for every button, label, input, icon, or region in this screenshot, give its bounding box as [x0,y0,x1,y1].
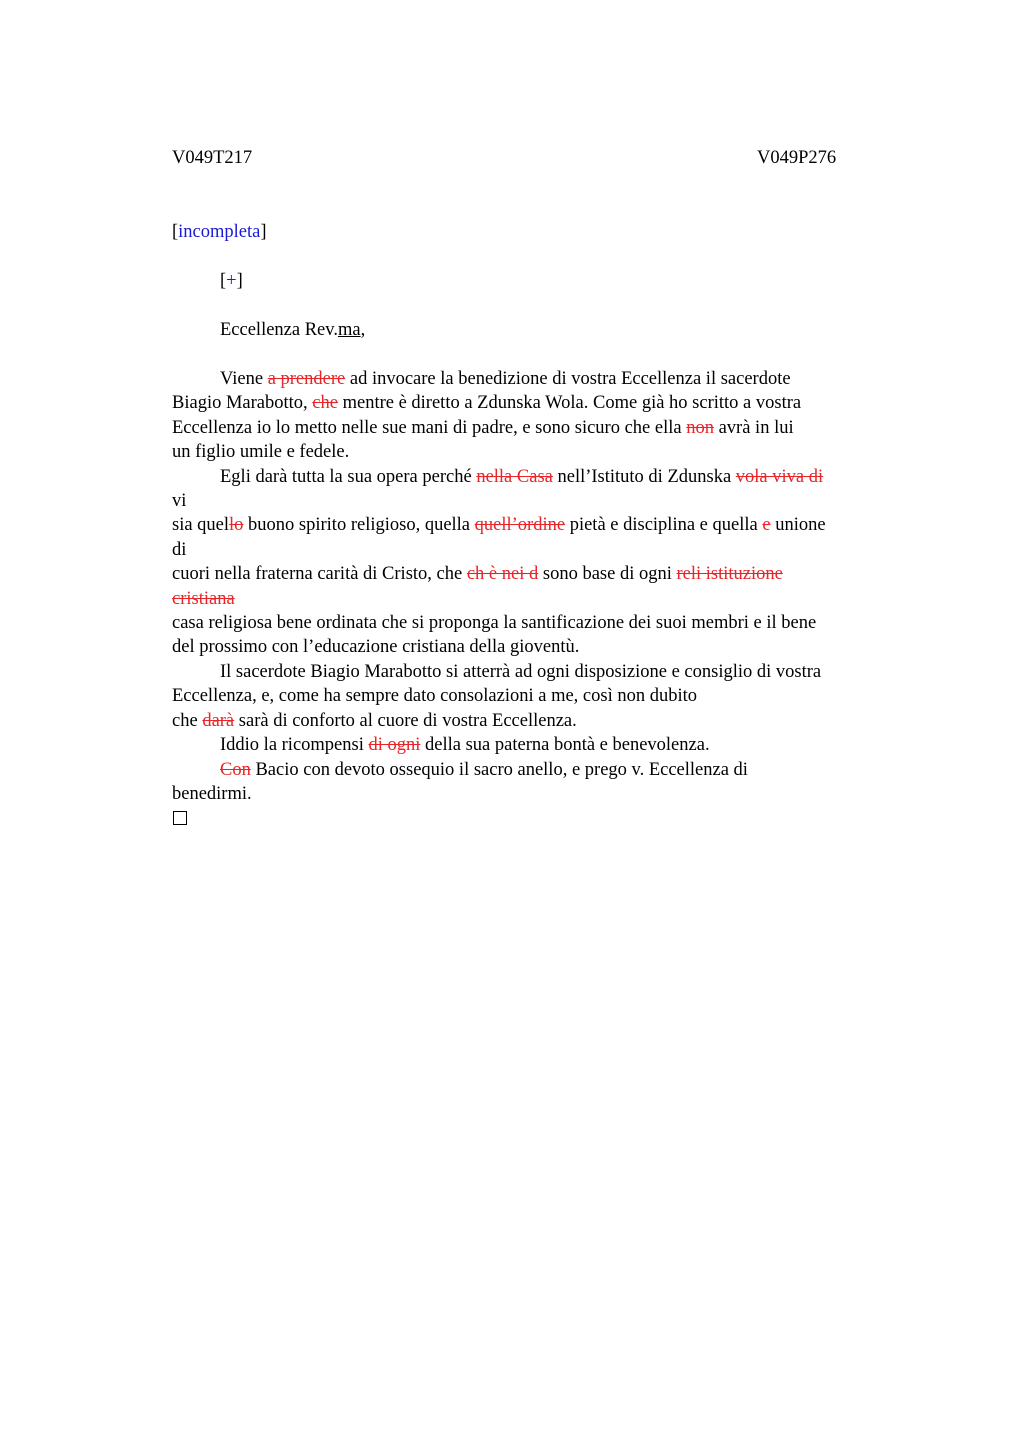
deleted-text: che [312,393,338,414]
text: Biagio Marabotto, [172,393,313,414]
text: unione [770,515,826,536]
text: cuori nella fraterna carità di Cristo, che [172,564,467,585]
text: che [172,710,203,731]
text-line: Il sacerdote Biagio Marabotto si atterrà ad ogni disposizione e consiglio di vostra [220,661,822,682]
deleted-text: ch è nei d [466,564,539,585]
text: nell’Istituto di Zdunska [552,466,736,487]
completeness-note [172,221,267,243]
text: sono base di ogni [538,564,677,585]
document-code-right: V049P276 [757,148,837,168]
cross-symbol: + [226,271,237,291]
text: sarà di conforto al cuore di vostra Eccellenza. [234,710,577,731]
text-line: del prossimo con l’educazione cristiana della gioventù. [172,637,580,658]
text-line: benedirmi. [172,783,252,804]
text: Bacio con devoto ossequio il sacro anello, e prego v. Eccellenza di [250,759,748,780]
deleted-text: nella Casa [476,466,553,487]
bracket-open: [ [220,271,227,291]
text: buono spirito religioso, quella [243,515,475,536]
text-line [172,513,907,537]
letter-body [172,367,907,825]
text-line [172,367,907,391]
text: Viene [220,369,268,389]
deleted-text: a prendere [267,369,346,389]
deleted-text: reli istituzione [676,564,783,585]
text-line [172,587,907,611]
bracket-close: ] [236,271,243,291]
deleted-text: Con [220,759,251,780]
text: Eccellenza io lo metto nelle sue mani di padre, e sono sicuro che ella [172,417,687,438]
status-label: incompleta [178,222,261,242]
deleted-text: di ogni [368,735,421,756]
deleted-text: vola viva di [735,466,824,487]
document-code-left: V049T217 [172,148,253,168]
text: avrà in lui [713,417,794,438]
deleted-text: quell’ordine [474,515,566,536]
salutation-abbreviation: ma [337,320,361,340]
text-line [172,709,907,733]
text-line: casa religiosa bene ordinata che si proponga la santificazione dei suoi membri e il bene [172,613,817,634]
text: Iddio la ricompensi [220,735,369,756]
text: ad invocare la benedizione di vostra Eccellenza il sacerdote [345,369,791,389]
text: mentre è diretto a Zdunska Wola. Come già ho scritto a vostra [337,393,802,414]
text-line: di [172,539,187,560]
deleted-text: cristiana [172,588,235,609]
end-square-icon [173,811,187,825]
salutation [220,319,365,341]
text-line: un figlio umile e fedele. [172,442,350,463]
cross-mark [220,270,243,292]
text-line [172,391,907,415]
deleted-text: darà [202,710,235,731]
text-line [172,562,907,586]
text-line [172,758,907,782]
deleted-text: non [686,417,714,438]
text-line [172,465,907,489]
text: Egli darà tutta la sua opera perché [220,466,477,487]
text-line: vi [172,491,187,512]
deleted-text: e [762,515,771,536]
salutation-prefix: Eccellenza Rev. [220,320,338,340]
text-line [172,416,907,440]
bracket-close: ] [260,222,267,242]
salutation-suffix: , [360,320,366,340]
bracket-open: [ [172,222,179,242]
text-line [172,733,907,757]
text: della sua paterna bontà e benevolenza. [420,735,710,756]
text: sia quel [172,515,230,536]
deleted-text: lo [229,515,244,536]
text: pietà e disciplina e quella [565,515,763,536]
text-line: Eccellenza, e, come ha sempre dato consolazioni a me, così non dubito [172,686,698,707]
